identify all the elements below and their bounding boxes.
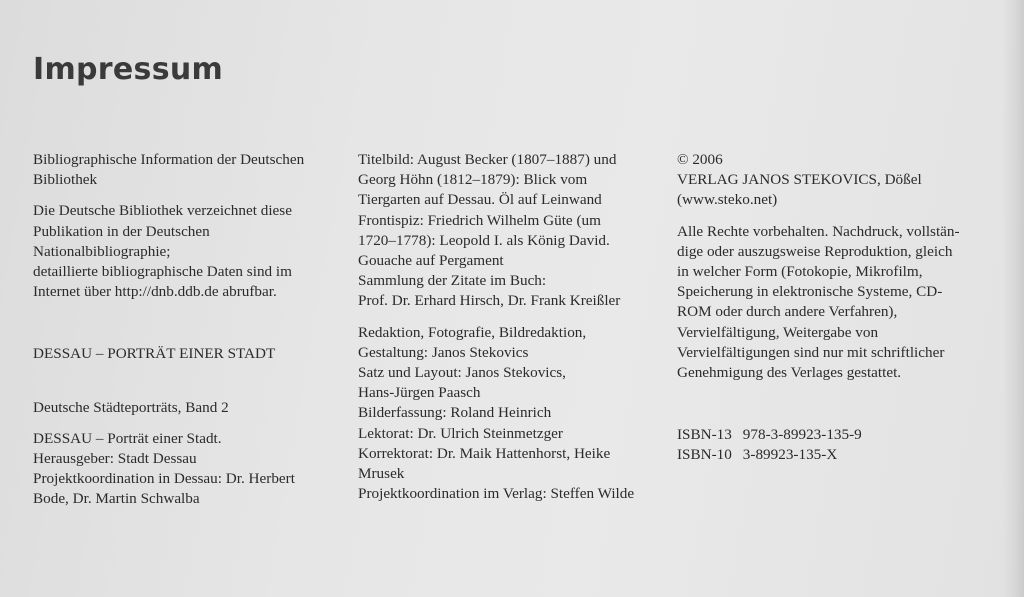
text-block-series [33, 398, 333, 418]
text-line: Herausgeber: Stadt Dessau [33, 450, 197, 468]
text-block-rights-notice [677, 222, 997, 384]
text-line: Bibliothek [33, 171, 98, 189]
text-line: detaillierte bibliographische Daten sind im [33, 263, 292, 281]
text-line: Vervielfältigungen sind nur mit schriftlicher [677, 343, 945, 361]
text-line: Redaktion, Fotografie, Bildredaktion, [358, 323, 587, 341]
text-line: Sammlung der Zitate im Buch: [358, 272, 547, 290]
text-line: 1720–1778): Leopold I. als König David. [358, 231, 610, 249]
text-line: Frontispiz: Friedrich Wilhelm Güte (um [358, 211, 601, 229]
text-block-bibliographic-heading [33, 150, 333, 190]
text-line: Publikation in der Deutschen [33, 222, 210, 240]
text-line: DESSAU – Porträt einer Stadt. [33, 429, 222, 447]
text-line: Deutsche Städteporträts, Band 2 [33, 398, 229, 416]
column-copyright [677, 150, 997, 466]
text-line: ROM oder durch andere Verfahren), [677, 303, 898, 321]
isbn-value: 978-3-89923-135-9 [742, 426, 862, 444]
text-line: Bode, Dr. Martin Schwalba [33, 490, 200, 508]
text-line: Lektorat: Dr. Ulrich Steinmetzger [358, 424, 563, 442]
text-line: Bilderfassung: Roland Heinrich [358, 404, 552, 422]
column-credits [358, 150, 658, 504]
text-line: Korrektorat: Dr. Maik Hattenhorst, Heike [358, 444, 611, 462]
column-bibliographic-info [33, 150, 333, 510]
text-line: VERLAG JANOS STEKOVICS, Dößel [677, 171, 922, 189]
text-line: Genehmigung des Verlages gestattet. [677, 364, 902, 382]
text-line: Georg Höhn (1812–1879): Blick vom [358, 171, 588, 189]
isbn-label: ISBN-13 [677, 426, 732, 444]
text-line: Nationalbibliographie; [33, 242, 171, 260]
isbn-13-row [677, 425, 997, 445]
text-line: dige oder auszugsweise Reproduktion, gleich [677, 242, 953, 260]
text-block-book-title [33, 344, 333, 364]
page-edge-shadow [1002, 0, 1024, 597]
text-line: Hans-Jürgen Paasch [358, 384, 481, 402]
text-line: (www.steko.net) [677, 191, 778, 209]
text-line: Die Deutsche Bibliothek verzeichnet diese [33, 202, 292, 220]
text-line: Titelbild: August Becker (1807–1887) und [358, 151, 617, 168]
text-line: Satz und Layout: Janos Stekovics, [358, 364, 566, 382]
text-block-copyright [677, 150, 997, 211]
text-block-editorial-credits [358, 323, 658, 505]
isbn-10-row [677, 445, 997, 465]
text-line: Tiergarten auf Dessau. Öl auf Leinwand [358, 191, 602, 209]
text-line: © 2006 [677, 151, 723, 168]
text-line: Vervielfältigung, Weitergabe von [677, 323, 879, 341]
text-line: in welcher Form (Fotokopie, Mikrofilm, [677, 263, 923, 281]
text-line: Alle Rechte vorbehalten. Nachdruck, vollstän- [677, 222, 960, 240]
page-title: Impressum [33, 52, 224, 87]
isbn-value: 3-89923-135-X [742, 446, 838, 464]
text-line: Gouache auf Pergament [358, 252, 504, 270]
text-line: DESSAU – PORTRÄT EINER STADT [33, 345, 276, 363]
text-line: Prof. Dr. Erhard Hirsch, Dr. Frank Kreißler [358, 292, 621, 310]
text-line: Projektkoordination im Verlag: Steffen Wilde [358, 485, 635, 503]
text-block-dnb-notice [33, 201, 333, 302]
isbn-label: ISBN-10 [677, 446, 732, 464]
text-line: Internet über http://dnb.ddb.de abrufbar. [33, 283, 277, 301]
text-block-isbn [677, 425, 997, 465]
text-line: Bibliographische Information der Deutschen [33, 151, 305, 168]
text-block-image-credits [358, 150, 658, 312]
text-line: Gestaltung: Janos Stekovics [358, 343, 529, 361]
text-line: Projektkoordination in Dessau: Dr. Herbert [33, 470, 295, 488]
text-block-publisher-info [33, 429, 333, 510]
text-line: Speicherung in elektronische Systeme, CD- [677, 283, 943, 301]
text-line: Mrusek [358, 465, 405, 483]
